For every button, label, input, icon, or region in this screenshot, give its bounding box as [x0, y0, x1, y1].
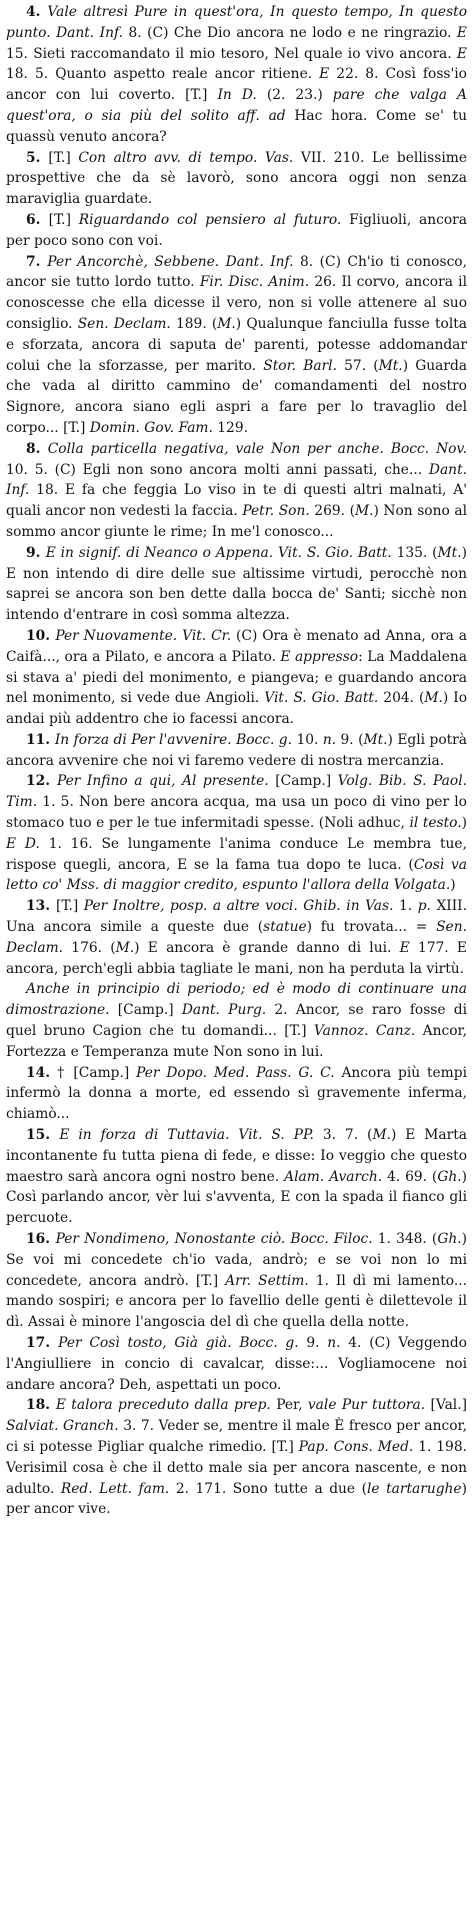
italic-text: Per Infino a qui, Al presente. [56, 773, 276, 790]
body-text: ) E ancora è grande danno di lui. [134, 939, 400, 956]
dictionary-entry [6, 1125, 467, 1229]
dictionary-entry [6, 771, 467, 896]
body-text: 26. Il corvo, ancora il conoscesse che ella dicesse il vero, non si volle attenere al suo consiglio. [6, 274, 467, 332]
italic-text: Petr. Son. [242, 503, 315, 520]
italic-text: Vannoz. Canz. [313, 1023, 423, 1040]
italic-text: M. [115, 939, 135, 956]
entry-number: 4. [26, 4, 48, 20]
body-text: VII. 210. Le bellissime prospettive che da sè lavorò, sono ancora oggi non senza maraviglia guardate. [6, 149, 467, 208]
entry-number: 5. [26, 149, 49, 166]
body-text: 129. [217, 419, 249, 436]
italic-text: vale Pur tuttora. [307, 1397, 431, 1414]
body-text: ) E Marta incontanente fu tutta piena di fede, e disse: Io veggio che questo maestro sarà ancora ogni nostro bene. [6, 1127, 468, 1185]
italic-text: n. [327, 1335, 349, 1351]
italic-text: p. [417, 898, 437, 915]
italic-text: Anche in principio di periodo; ed è modo di continuare una dimostrazione. [6, 981, 467, 1019]
body-text: 57. ( [344, 357, 379, 374]
body-text: ) Non sono al sommo ancor giunte le rime; In me'l conosco... [6, 503, 467, 540]
entry-number: 15. [26, 1127, 60, 1144]
body-text: : La Maddalena si stava a' piedi del monimento, e piangeva; e guardando ancora nel monimento, si vede due Angioli. [6, 648, 467, 707]
body-text: XIII. Una ancora simile a queste due ( [6, 898, 467, 936]
italic-text: M. [372, 1127, 391, 1144]
body-text: 9. [306, 1335, 328, 1351]
dictionary-entry [6, 1333, 467, 1395]
italic-text: M. [424, 690, 443, 707]
body-text: 10. 5. (C) Egli non sono ancora molti anni passati, che... [6, 461, 429, 478]
body-text: 8. (C) Ch'io ti conosco, ancor sie tutto lordo tutto. [6, 253, 467, 291]
italic-text: statue [263, 919, 307, 936]
body-text: Hac hora. Come se' tu quassù venuto ancora? [6, 107, 467, 145]
entry-number: 8. [26, 440, 48, 457]
dictionary-entry [6, 1229, 467, 1333]
entry-number: 16. [26, 1231, 56, 1248]
italic-text: E [456, 45, 467, 62]
italic-text: le tartarughe [367, 1480, 462, 1497]
body-text: 269. ( [314, 503, 355, 520]
body-text: ) per ancor vive. [6, 1480, 467, 1518]
italic-text: E in forza di Tuttavia. Vit. S. PP. [59, 1127, 323, 1144]
body-text: 18. E fa che feggia Lo viso in te di questi altri malnati, A' quali ancor non vedesti la faccia. [6, 482, 467, 520]
entry-number: 11. [26, 731, 55, 748]
italic-text: Dant. Purg. [181, 1002, 275, 1019]
italic-text: Domin. Gov. Fam. [89, 419, 218, 436]
dictionary-entry [6, 148, 467, 210]
italic-text: Per Nuovamente. Vit. Cr. [55, 627, 237, 644]
italic-text: Mt. [363, 731, 388, 748]
body-text: 2. 171. Sono tutte a due ( [175, 1480, 367, 1497]
dictionary-entry [6, 439, 467, 543]
body-text: ) Così parlando ancor, vèr lui s'avventa, E con la spada il fianco gli percuote. [6, 1168, 467, 1227]
body-text: 1. 198. Verisimil cosa è che il detto male sia per ancora nascente, e non adulto. [6, 1438, 467, 1497]
italic-text: Riguardando col pensiero al futuro. [78, 211, 350, 228]
entry-number: 7. [26, 253, 48, 270]
italic-text: E [399, 939, 418, 956]
entry-number: 14. [26, 1064, 58, 1081]
italic-text: Colla particella negativa, vale Non per anche. Bocc. Nov. [47, 440, 467, 457]
italic-text: Alam. Avarch. [284, 1168, 388, 1185]
italic-text: Red. Lett. fam. [60, 1480, 176, 1497]
italic-text: E D. [6, 835, 49, 852]
body-text: ) Qualunque fanciulla fusse tolta e sforzata, ancora di saputa de' parenti, potesse addomandar colui che la sforzasse, per marito. [6, 315, 467, 374]
italic-text: E in signif. di Neanco o Appena. Vit. S. Gio. Batt. [45, 544, 397, 561]
italic-text: Per Inoltre, posp. a altre voci. Ghib. in Vas. [83, 898, 400, 915]
italic-text: pare che valga A quest'ora, o sia più del solito aff. ad [6, 87, 467, 124]
body-text: ) [461, 815, 467, 832]
italic-text: E [456, 24, 467, 41]
italic-text: Mt. [437, 544, 462, 561]
dictionary-entry [6, 252, 467, 439]
dictionary-entry [6, 210, 467, 252]
italic-text: Mt. [378, 357, 403, 374]
italic-text: Vale altresì Pure in quest'ora, In questo tempo, In questo punto. Dant. Inf. [6, 4, 467, 41]
body-text: 3. 7. Veder se, mentre il male È fresco per ancor, ci si potesse Pigliar qualche rimedio. [T.] [6, 1418, 468, 1455]
body-text: 3. 7. ( [322, 1127, 373, 1144]
body-text: ) E non intendo di dire delle sue altissime virtudi, perocchè non saprei se ancora son ben dette dalla bocca de' Santi; sicchè non intendo d'entrare in così somma altezza. [6, 544, 467, 624]
italic-text: Dant. Inf. [6, 461, 467, 499]
body-text: (2. 23.) [266, 87, 333, 104]
entry-number: 17. [26, 1335, 59, 1351]
body-text: 4. (C) Veggendo l'Angiulliere in concio di cavalcar, disse:... Vogliamocene noi andare ancora? Deh, aspettati un poco. [6, 1335, 467, 1393]
italic-text: Vit. S. Gio. Batt. [264, 690, 384, 707]
italic-text: Salviat. Granch. [6, 1418, 124, 1435]
body-text: 1. 16. Se lungamente l'anima conduce Le membra tue, rispose quegli, ancora, E se la fama tua dopo te luca. ( [6, 835, 467, 873]
italic-text: M. [217, 315, 236, 332]
italic-text: Pap. Cons. Med. [298, 1438, 419, 1455]
entry-number: 6. [26, 211, 49, 228]
italic-text: il testo. [409, 815, 462, 832]
entry-number: 10. [26, 627, 56, 644]
italic-text: Stor. Barl. [263, 357, 345, 374]
body-text: 189. ( [176, 315, 218, 332]
italic-text: Gh. [437, 1231, 462, 1248]
body-text: ) fu trovata... = [306, 919, 437, 936]
body-text: 176. ( [71, 939, 116, 956]
body-text: ) Egli potrà ancora avvenire che noi vi faremo vedere di nostra mercanzia. [6, 731, 468, 769]
italic-text: Con altro avv. di tempo. Vas. [78, 149, 301, 166]
italic-text: Per Nondimeno, Nonostante ciò. Bocc. Filoc. [55, 1231, 378, 1248]
body-text: 22. 8. Così foss'io ancor con lui coverto. [T.] [6, 66, 467, 104]
italic-text: Per Dopo. Med. Pass. G. C. [136, 1064, 342, 1081]
italic-text: Fir. Disc. Anim. [199, 274, 315, 291]
italic-text: M. [354, 503, 374, 520]
body-text: Per, [276, 1397, 308, 1414]
dictionary-entry [6, 1395, 467, 1520]
italic-text: Sen. Declam. [6, 919, 467, 956]
body-text: 9. ( [340, 731, 364, 748]
body-text: ) Se voi mi concedete ch'io vada, andrò; e se voi non lo mi concedete, ancora andrò. [T.] [6, 1231, 468, 1289]
italic-text: Gh. [437, 1168, 462, 1185]
italic-text: E talora preceduto dalla prep. [55, 1397, 277, 1414]
italic-text: n. [322, 731, 341, 748]
body-text: [T.] [48, 211, 79, 228]
body-text: 1. Il dì mi lamento... mando sospiri; e ancora per lo favellio delle genti è dilettevole il dì. Assai è minore l'angoscia del dì che quella della notte. [6, 1272, 467, 1331]
entry-number: 13. [26, 898, 56, 915]
italic-text: E appresso [280, 648, 359, 665]
body-text: 1. [399, 898, 418, 915]
body-text: Figliuoli, ancora per poco sono con voi. [6, 211, 467, 249]
body-text: Ancora più tempi infermò la donna a morte, ed essendo sì gravemente inferma, chiamò... [6, 1064, 467, 1123]
entry-number: 9. [26, 544, 46, 561]
italic-text: Per Ancorchè, Sebbene. Dant. Inf. [47, 253, 301, 270]
italic-text: E [319, 66, 337, 83]
body-text: 1. 348. ( [377, 1231, 438, 1248]
italic-text: Sen. Declam. [77, 315, 176, 332]
dictionary-entry [6, 979, 467, 1062]
body-text: 10. [296, 731, 323, 748]
italic-text: In forza di Per l'avvenire. Bocc. g. [54, 731, 297, 748]
body-text: Ancor, Fortezza e Temperanza mute Non sono in lui. [6, 1023, 467, 1060]
body-text: [T.] [55, 898, 84, 915]
body-text: 8. (C) Che Dio ancora ne lodo e ne ringrazio. [128, 24, 457, 41]
italic-text: Volg. Bib. S. Paol. Tim. [6, 773, 468, 811]
italic-text: Così va letto co' Mss. di maggior credito, espunto l'allora della Volgata. [6, 856, 468, 894]
body-text: (C) Ora è menato ad Anna, ora a Caifà..., ora a Pilato, e ancora a Pilato. [6, 627, 467, 665]
body-text: ) Guarda che vada al diritto cammino de' comandamenti del nostro Signore, ancora siano egli aspri a fare per lo travaglio del corpo... [T.] [6, 357, 468, 436]
dictionary-entry [6, 1063, 467, 1125]
body-text: 204. ( [383, 690, 425, 707]
body-text: ) [450, 877, 456, 894]
body-text: 177. E ancora, perch'egli abbia tagliate le mani, non ha perduta la virtù. [6, 939, 467, 977]
body-text: 15. Sieti raccomandato il mio tesoro, Nel quale io vivo ancora. [6, 45, 457, 62]
dictionary-entry [6, 896, 467, 979]
body-text: [Val.] [430, 1397, 467, 1414]
body-text: 135. ( [396, 544, 438, 561]
body-text: ) Io andai più addentro che io facessi ancora. [6, 690, 467, 728]
body-text: 4. 69. ( [387, 1168, 438, 1185]
body-text: 1. 5. Non bere ancora acqua, ma usa un poco di vino per lo stomaco tuo e per le tue infermitadi spesse. (Noli adhuc, [6, 794, 467, 832]
body-text: [Camp.] [275, 773, 338, 790]
entry-number: 18. [26, 1397, 56, 1414]
body-text: 18. 5. Quanto aspetto reale ancor ritiene. [6, 66, 320, 83]
body-text: 2. Ancor, se raro fosse di quel bruno Cagion che tu domandi... [T.] [6, 1002, 468, 1040]
dictionary-entry [6, 543, 467, 626]
italic-text: Per Così tosto, Già già. Bocc. g. [58, 1335, 307, 1351]
dictionary-entry [6, 2, 467, 148]
italic-text: In D. [217, 87, 267, 104]
body-text: [T.] [48, 149, 79, 166]
body-text: [Camp.] [117, 1002, 182, 1019]
dictionary-entry [6, 626, 467, 730]
dictionary-entry [6, 730, 467, 772]
body-text: † [Camp.] [57, 1064, 137, 1081]
entry-number: 12. [26, 773, 57, 790]
italic-text: Arr. Settim. [225, 1272, 316, 1289]
